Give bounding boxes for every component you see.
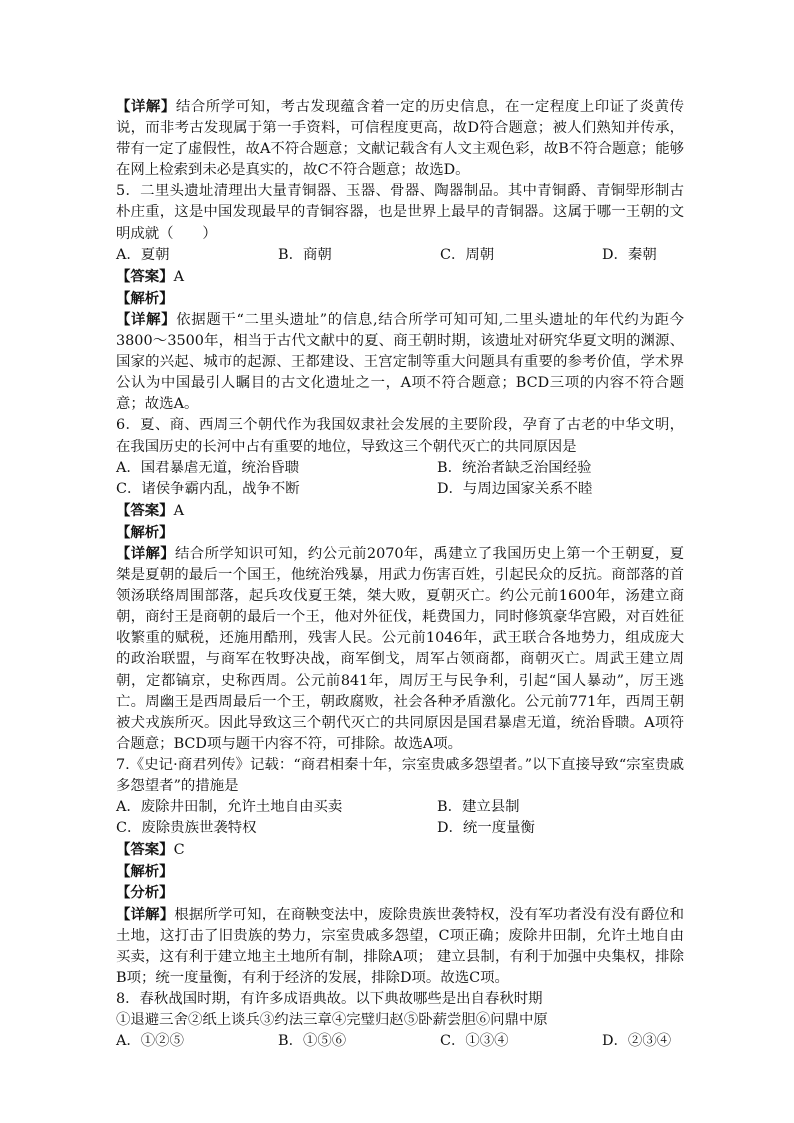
q5-answer-value: A (173, 268, 184, 285)
q5-options (116, 245, 684, 266)
q5-detail (116, 309, 684, 415)
q4-detail (116, 96, 684, 181)
q8-option-b: B．①⑤⑥ (278, 1033, 347, 1050)
q6-option-d: D．与周边国家关系不睦 (437, 480, 593, 497)
q7-option-c: C．废除贵族世袭特权 (116, 820, 257, 837)
q7-detail-text: 根据所学可知，在商鞅变法中，废除贵族世袭特权，没有军功者没有没有爵位和土地，这打击了旧贵族的势力，宗室贵戚多怨望，C项正确；废除井田制，允许土地自由买卖，这有利于建立地主土地所有制，排除A项； 建立县制，有利于加强中央集权，排除B项；统一度量衡，有利于经济的发展，排除D项。故选C项。 (116, 906, 684, 986)
detail-label: 【详解】 (116, 905, 175, 923)
q6-options-row-1 (116, 458, 684, 479)
q6-answer (116, 500, 684, 522)
q8-option-c: C．①③④ (440, 1033, 509, 1050)
detail-label: 【详解】 (116, 544, 176, 562)
q8-option-d: D．②③④ (602, 1033, 672, 1050)
q7-answer (116, 839, 684, 861)
detail-label: 【详解】 (116, 98, 176, 115)
page-content (116, 96, 684, 1052)
detail-label: 【详解】 (116, 310, 177, 328)
q7-options-row-2 (116, 818, 684, 839)
answer-label: 【答案】 (116, 501, 174, 519)
answer-label: 【答案】 (116, 841, 174, 859)
q6-detail (116, 543, 684, 755)
q6-option-c: C．诸侯争霸内乱，战争不断 (116, 480, 300, 497)
q7-answer-value: C (173, 842, 185, 859)
q6-stem: 6．夏、商、西周三个朝代作为我国奴隶社会发展的主要阶段，孕育了古老的中华文明，在我国历史的长河中占有重要的地位，导致这三个朝代灭亡的共同原因是 (116, 417, 684, 455)
q6-detail-text: 结合所学知识可知，约公元前2070年，禹建立了我国历史上第一个王朝夏，夏桀是夏朝的最后一个国王，他统治残暴，用武力伤害百姓，引起民众的反抗。商部落的首领汤联络周围部落，起兵攻伐夏王桀，桀大败，夏朝灭亡。约公元前1600年，汤建立商朝，商纣王是商朝的最后一个王，他对外征伐，耗费国力，同时修筑豪华宫殿，对百姓征收繁重的赋税，还施用酷刑，残害人民。公元前1046年，武王联合各地势力，组成庞大的政治联盟，与商军在牧野决战，商军倒戈，周军占领商都，商朝灭亡。周武王建立周朝，定都镐京，史称西周。公元前841年，周厉王与民争利，引起“国人暴动”，厉王逃亡。周幽王是西周最后一个王，朝政腐败，社会各种矛盾激化。公元前771年，西周王朝被犬戎族所灭。因此导致这三个朝代灭亡的共同原因是国君暴虐无道，统治昏聩。A项符合题意；BCD项与题干内容不符，可排除。故选A项。 (116, 545, 684, 752)
q7-option-d: D．统一度量衡 (437, 820, 535, 837)
q6-option-a: A．国君暴虐无道，统治昏聩 (116, 459, 300, 476)
q7-option-a: A．废除井田制，允许土地自由买卖 (116, 799, 343, 816)
q8-option-a: A．①②⑤ (116, 1033, 184, 1050)
q5-option-c: C．周朝 (440, 246, 495, 263)
q8-stem: 8．春秋战国时期，有许多成语典故。以下典故哪些是出自春秋时期 (116, 990, 543, 1007)
q7-analysis-label: 【解析】 (116, 863, 174, 881)
q7-detail (116, 904, 684, 989)
q8-items: ①退避三舍②纸上谈兵③约法三章④完璧归赵⑤卧薪尝胆⑥问鼎中原 (116, 1012, 548, 1029)
q5-option-a: A．夏朝 (116, 246, 170, 263)
q6-options-row-2 (116, 479, 684, 500)
q6-answer-value: A (173, 502, 184, 519)
q6-option-b: B．统治者缺乏治国经验 (437, 459, 592, 476)
q5-detail-text: 依据题干“二里头遗址”的信息,结合所学可知可知,二里头遗址的年代约为距今3800～3500年，相当于古代文献中的夏、商王朝时期，该遗址对研究华夏文明的渊源、国家的兴起、城市的起源、王都建设、王宫定制等重大问题具有重要的参考价值，学术界公认为中国最引人瞩目的古文化遗址之一，A项不符合题意；BCD三项的内容不符合题意；故选A。 (116, 311, 684, 413)
q7-stem: 7.《史记·商君列传》记载：“商君相秦十年，宗室贵戚多怨望者。”以下直接导致“宗室贵戚多怨望者”的措施是 (116, 756, 684, 794)
q4-detail-text: 结合所学可知，考古发现蕴含着一定的历史信息，在一定程度上印证了炎黄传说，而非考古发现属于第一手资料，可信程度更高，故D符合题意；被人们熟知并传承，带有一定了虚假性，故A不符合题意；文献记载含有人文主观色彩，故B不符合题意；能够在网上检索到未必是真实的，故C不符合题意；故选D。 (116, 99, 684, 179)
q5-answer (116, 266, 684, 288)
q8-options (116, 1031, 684, 1052)
q6-analysis-label: 【解析】 (116, 523, 174, 541)
q5-analysis-label: 【解析】 (116, 289, 174, 307)
q5-stem: 5．二里头遗址清理出大量青铜器、玉器、骨器、陶器制品。其中青铜爵、青铜斝形制古朴庄重，这是中国发现最早的青铜容器，也是世界上最早的青铜器。这属于哪一王朝的文明成就（ ） (116, 183, 684, 242)
q7-options-row-1 (116, 797, 684, 818)
q7-fenxi-label: 【分析】 (116, 884, 174, 902)
q7-option-b: B．建立县制 (437, 799, 520, 816)
answer-label: 【答案】 (116, 267, 174, 285)
q5-option-d: D．秦朝 (602, 246, 657, 263)
q5-option-b: B．商朝 (278, 246, 332, 263)
